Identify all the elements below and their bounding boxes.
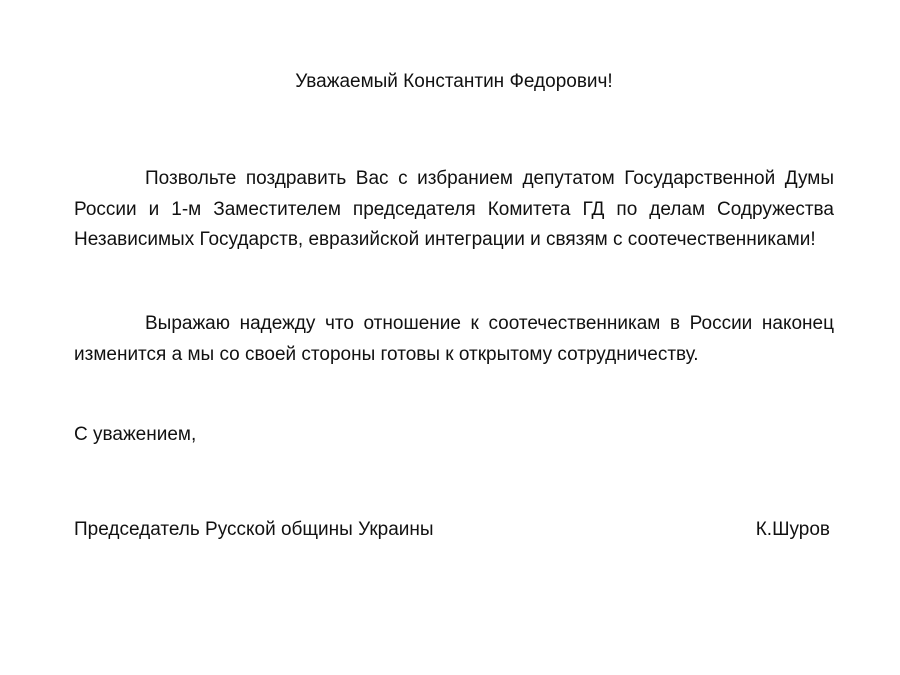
signature-title: Председатель Русской общины Украины — [74, 519, 434, 540]
letter-salutation: Уважаемый Константин Федорович! — [295, 71, 613, 92]
letter-paragraph-2-block — [74, 309, 834, 370]
letter-closing: С уважением, — [74, 424, 197, 445]
letter-paragraph-1: Позвольте поздравить Вас с избранием депутатом Государственной Думы России и 1-м Заместителем председателя Комитета ГД по делам Содружества Независимых Государств, евразийской интеграции и связям с соотечественниками! — [74, 168, 834, 250]
letter-paragraph-1-block — [74, 164, 834, 256]
letter-paragraph-2: Выражаю надежду что отношение к соотечественникам в России наконец изменится а мы со своей стороны готовы к открытому сотрудничеству. — [74, 313, 834, 365]
signature-name: К.Шуров — [755, 519, 830, 540]
